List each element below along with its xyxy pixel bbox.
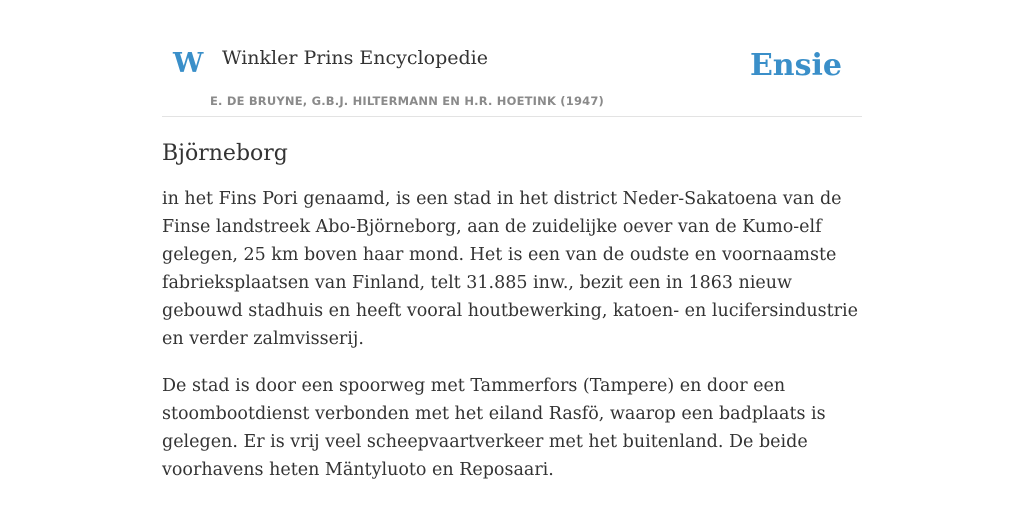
article [162,136,862,503]
encyclopedia-logo[interactable]: W [173,48,204,79]
encyclopedia-title[interactable]: Winkler Prins Encyclopedie [222,47,488,69]
header [162,0,862,117]
article-paragraph: De stad is door een spoorweg met Tammerfors (Tampere) en door een stoombootdienst verbonden met het eiland Rasfö, waarop een badplaats is gelegen. Er is vrij veel scheepvaartverkeer met het buitenland. De beide voorhavens heten Mäntyluoto en Reposaari. [162,376,826,480]
encyclopedia-authors: E. DE BRUYNE, G.B.J. HILTERMANN EN H.R. HOETINK (1947) [210,94,605,108]
article-paragraph: in het Fins Pori genaamd, is een stad in het district Neder-Sakatoena van de Finse landstreek Abo-Björneborg, aan de zuidelijke oever van de Kumo-elf gelegen, 25 km boven haar mond. Het is een van de oudste en voornaamste fabrieksplaatsen van Finland, telt 31.885 inw., bezit een in 1863 nieuw gebouwd stadhuis en heeft vooral houtbewerking, katoen- en lucifersindustrie en verder zalmvisserij. [162,189,858,349]
ensie-logo[interactable]: Ensie [749,48,842,83]
article-headword: Björneborg [162,141,288,166]
